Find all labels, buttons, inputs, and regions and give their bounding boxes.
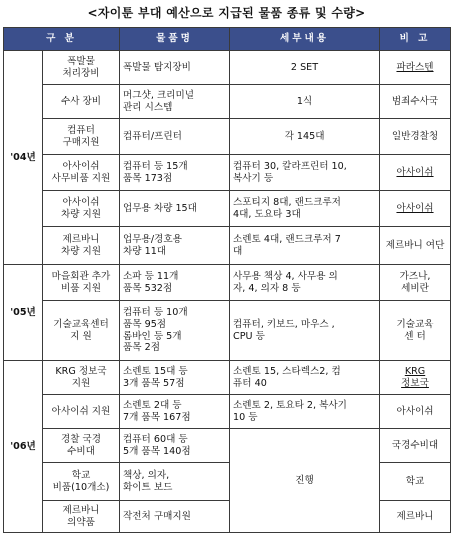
note-cell: 제르바니 여단 bbox=[380, 227, 451, 265]
category-cell: 마을회관 추가 비품 지원 bbox=[43, 265, 120, 301]
category-cell: 수사 장비 bbox=[43, 85, 120, 119]
note-cell: 범죄수사국 bbox=[380, 85, 451, 119]
table-row bbox=[4, 155, 451, 191]
detail-cell: 소렌토 15, 스타렉스2, 컴 퓨터 40 bbox=[230, 361, 380, 395]
detail-cell: 사무용 책상 4, 사무용 의 자, 4, 의자 8 등 bbox=[230, 265, 380, 301]
table-row bbox=[4, 429, 451, 463]
category-cell: 아사이쉬 사무비품 지원 bbox=[43, 155, 120, 191]
note-cell: KRG 정보국 bbox=[380, 361, 451, 395]
category-cell: 제르바니 차량 지원 bbox=[43, 227, 120, 265]
item-cell: 컴퓨터 60대 등 5개 품목 140점 bbox=[120, 429, 230, 463]
category-cell: 아사이쉬 차량 지원 bbox=[43, 191, 120, 227]
item-cell: 머그샷, 크리미널 관리 시스템 bbox=[120, 85, 230, 119]
note-cell: 파라스텐 bbox=[380, 51, 451, 85]
table-row bbox=[4, 119, 451, 155]
item-cell: 컴퓨터 등 15개 품목 173점 bbox=[120, 155, 230, 191]
table-row bbox=[4, 191, 451, 227]
item-cell: 업무용/경호용 차량 11대 bbox=[120, 227, 230, 265]
item-cell: 책상, 의자, 화이트 보드 bbox=[120, 463, 230, 501]
year-cell-2004: '04년 bbox=[4, 51, 43, 265]
detail-cell: 각 145대 bbox=[230, 119, 380, 155]
note-cell: 아사이쉬 bbox=[380, 395, 451, 429]
table-row bbox=[4, 85, 451, 119]
detail-cell: 소렌토 4대, 랜드크루저 7 대 bbox=[230, 227, 380, 265]
category-cell: KRG 정보국 지원 bbox=[43, 361, 120, 395]
table-row bbox=[4, 501, 451, 533]
note-cell: 일반경찰청 bbox=[380, 119, 451, 155]
item-cell: 작전처 구매지원 bbox=[120, 501, 230, 533]
note-cell: 학교 bbox=[380, 463, 451, 501]
supply-table bbox=[3, 27, 451, 533]
detail-cell: 2 SET bbox=[230, 51, 380, 85]
header-detail: 세부내용 bbox=[230, 28, 380, 51]
table-row bbox=[4, 51, 451, 85]
category-cell: 학교 비품(10개소) bbox=[43, 463, 120, 501]
page-title: <자이툰 부대 예산으로 지급된 물품 종류 및 수량> bbox=[87, 6, 366, 20]
category-cell: 제르바니 의약품 bbox=[43, 501, 120, 533]
table-row bbox=[4, 301, 451, 361]
table-row bbox=[4, 395, 451, 429]
table-row bbox=[4, 463, 451, 501]
note-cell: 가즈나, 세비란 bbox=[380, 265, 451, 301]
note-cell: 국경수비대 bbox=[380, 429, 451, 463]
year-cell-2005: '05년 bbox=[4, 265, 43, 361]
item-cell: 폭발물 탐지장비 bbox=[120, 51, 230, 85]
table-row bbox=[4, 361, 451, 395]
detail-cell: 컴퓨터 30, 칼라프린터 10, 복사기 등 bbox=[230, 155, 380, 191]
header-note: 비 고 bbox=[380, 28, 451, 51]
table-header-row bbox=[4, 28, 451, 51]
detail-cell-merged: 진행 bbox=[230, 429, 380, 533]
category-cell: 경찰 국경 수비대 bbox=[43, 429, 120, 463]
category-cell: 컴퓨터 구매지원 bbox=[43, 119, 120, 155]
note-cell: 아사이쉬 bbox=[380, 155, 451, 191]
category-cell: 아사이쉬 지원 bbox=[43, 395, 120, 429]
note-cell: 아사이쉬 bbox=[380, 191, 451, 227]
note-cell: 제르바니 bbox=[380, 501, 451, 533]
header-item: 물품명 bbox=[120, 28, 230, 51]
item-cell: 컴퓨터 등 10개 품목 95점 롬바인 등 5개 품목 2점 bbox=[120, 301, 230, 361]
item-cell: 소렌토 15대 등 3개 품목 57점 bbox=[120, 361, 230, 395]
item-cell: 업무용 차량 15대 bbox=[120, 191, 230, 227]
item-cell: 컴퓨터/프린터 bbox=[120, 119, 230, 155]
year-cell-2006: '06년 bbox=[4, 361, 43, 533]
category-cell: 폭발물 처리장비 bbox=[43, 51, 120, 85]
category-cell: 기술교육센터 지 원 bbox=[43, 301, 120, 361]
table-row bbox=[4, 227, 451, 265]
table-row bbox=[4, 265, 451, 301]
item-cell: 소렌토 2대 등 7개 품목 167점 bbox=[120, 395, 230, 429]
detail-cell: 1식 bbox=[230, 85, 380, 119]
item-cell: 소파 등 11개 품목 532점 bbox=[120, 265, 230, 301]
detail-cell: 컴퓨터, 키보드, 마우스 , CPU 등 bbox=[230, 301, 380, 361]
detail-cell: 소렌토 2, 토요타 2, 복사기 10 등 bbox=[230, 395, 380, 429]
note-cell: 기술교육 센 터 bbox=[380, 301, 451, 361]
header-category: 구 분 bbox=[4, 28, 120, 51]
detail-cell: 스포티지 8대, 랜드크루저 4대, 도요타 3대 bbox=[230, 191, 380, 227]
